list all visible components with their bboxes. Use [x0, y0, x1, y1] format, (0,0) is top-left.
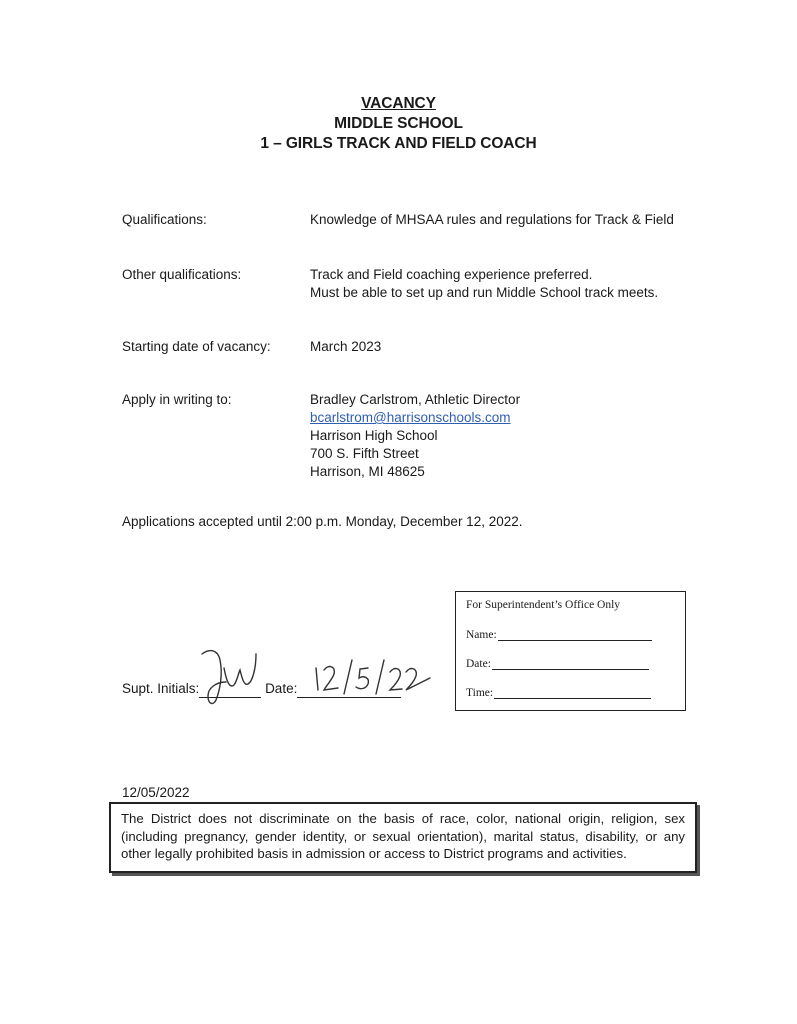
footer-date: 12/05/2022 — [122, 785, 190, 800]
office-name-label: Name: — [466, 629, 497, 641]
office-date-field — [466, 657, 649, 670]
starting-date-label: Starting date of vacancy: — [122, 339, 271, 354]
non-discrimination-notice: The District does not discriminate on the basis of race, color, national origin, religion, sex (including pregnancy, gender identity, or sexual orientation), marital status, disability, or any other legally prohibited basis in admission or access to District programs and activities. — [109, 802, 697, 873]
handwritten-initials-signature — [196, 640, 266, 710]
contact-name: Bradley Carlstrom, Athletic Director — [310, 392, 521, 407]
position-title: 1 – GIRLS TRACK AND FIELD COACH — [260, 135, 537, 152]
office-time-field — [466, 686, 651, 699]
approval-date-label: Date: — [265, 681, 298, 696]
office-time-label: Time: — [466, 687, 494, 699]
other-qualifications-label: Other qualifications: — [122, 267, 242, 282]
contact-email-link[interactable]: bcarlstrom@harrisonschools.com — [310, 410, 511, 425]
city-state-zip: Harrison, MI 48625 — [310, 464, 425, 479]
office-time-blank — [494, 686, 651, 699]
street-address: 700 S. Fifth Street — [310, 446, 419, 461]
school-name: Harrison High School — [310, 428, 438, 443]
qualifications-label: Qualifications: — [122, 212, 207, 227]
superintendent-office-box — [455, 591, 686, 711]
application-deadline: Applications accepted until 2:00 p.m. Monday, December 12, 2022. — [122, 514, 523, 529]
document-heading — [0, 94, 797, 154]
school-level: MIDDLE SCHOOL — [334, 115, 463, 132]
apply-label: Apply in writing to: — [122, 392, 232, 407]
starting-date-value: March 2023 — [310, 339, 382, 354]
office-name-blank — [498, 628, 652, 641]
office-date-blank — [492, 657, 649, 670]
vacancy-title: VACANCY — [361, 95, 436, 112]
office-date-label: Date: — [466, 658, 491, 670]
office-name-field — [466, 628, 652, 641]
office-box-title: For Superintendent’s Office Only — [466, 599, 621, 611]
apply-address — [310, 391, 520, 481]
other-qualifications-line: Track and Field coaching experience preferred. — [310, 267, 593, 282]
supt-initials-label: Supt. Initials: — [122, 681, 200, 696]
other-qualifications-value — [310, 266, 658, 302]
other-qualifications-line: Must be able to set up and run Middle School track meets. — [310, 285, 659, 300]
handwritten-date-signature — [308, 656, 434, 696]
qualifications-value: Knowledge of MHSAA rules and regulations for Track & Field — [310, 212, 674, 227]
